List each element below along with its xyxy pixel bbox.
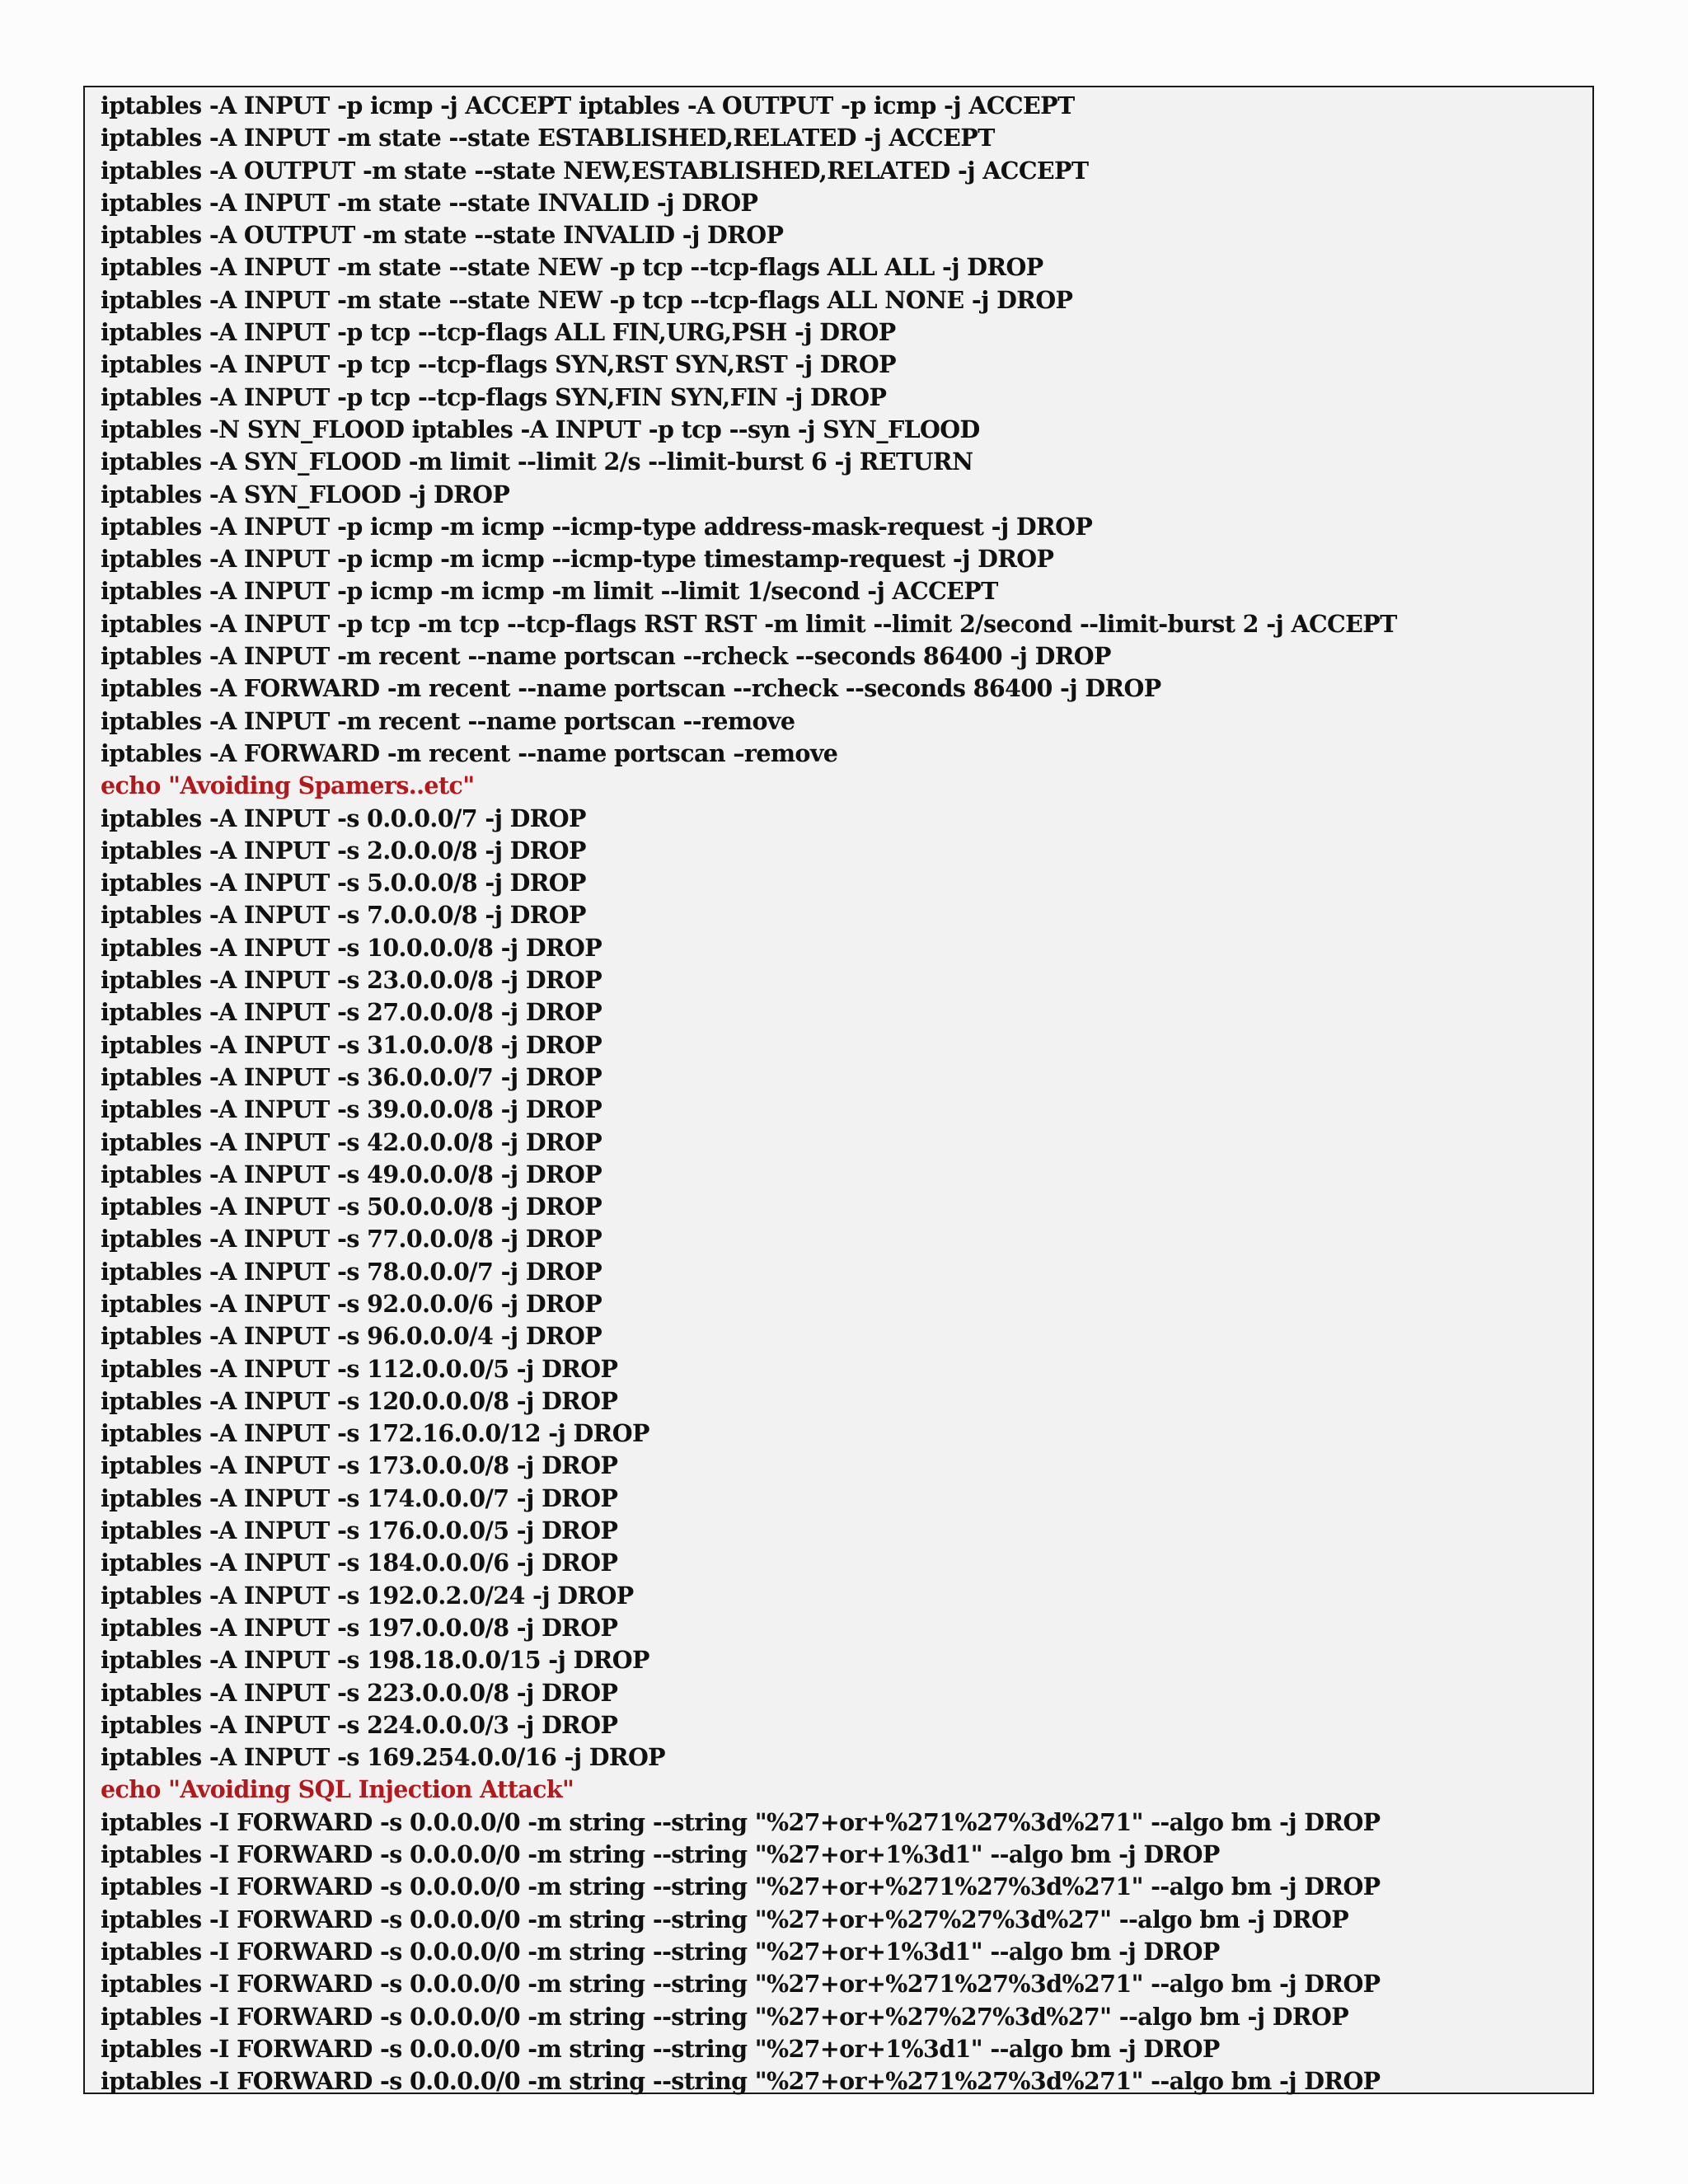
command-line: iptables -A INPUT -s 173.0.0.0/8 -j DROP xyxy=(101,1451,618,1480)
command-line: iptables -I FORWARD -s 0.0.0.0/0 -m string --string "%27+or+%271%27%3d%271" --algo bm -j DROP xyxy=(101,1970,1381,1999)
command-line: iptables -I FORWARD -s 0.0.0.0/0 -m string --string "%27+or+%271%27%3d%271" --algo bm -j DROP xyxy=(101,1872,1381,1901)
command-line: iptables -A INPUT -s 27.0.0.0/8 -j DROP xyxy=(101,998,603,1027)
command-line: iptables -A INPUT -p tcp --tcp-flags SYN,FIN SYN,FIN -j DROP xyxy=(101,382,887,411)
command-line: iptables -I FORWARD -s 0.0.0.0/0 -m string --string "%27+or+%271%27%3d%271" --algo bm -j DROP xyxy=(101,2067,1381,2096)
command-line: iptables -A INPUT -s 184.0.0.0/6 -j DROP xyxy=(101,1549,618,1577)
command-line: iptables -A INPUT -s 10.0.0.0/8 -j DROP xyxy=(101,933,603,962)
command-line: iptables -A INPUT -p tcp --tcp-flags ALL FIN,URG,PSH -j DROP xyxy=(101,318,896,347)
command-line: iptables -A INPUT -s 174.0.0.0/7 -j DROP xyxy=(101,1483,618,1512)
command-line: iptables -A INPUT -s 120.0.0.0/8 -j DROP xyxy=(101,1386,618,1415)
command-line: iptables -A OUTPUT -m state --state INVALID -j DROP xyxy=(101,221,784,250)
command-line: iptables -A INPUT -m state --state INVALID -j DROP xyxy=(101,188,758,217)
command-line: iptables -A INPUT -s 172.16.0.0/12 -j DROP xyxy=(101,1419,649,1448)
command-line: iptables -A INPUT -s 2.0.0.0/8 -j DROP xyxy=(101,836,586,865)
command-line: iptables -A INPUT -p icmp -m icmp --icmp-type address-mask-request -j DROP xyxy=(101,512,1093,541)
command-line: iptables -A INPUT -s 0.0.0.0/7 -j DROP xyxy=(101,804,586,832)
command-line: iptables -I FORWARD -s 0.0.0.0/0 -m string --string "%27+or+1%3d1" --algo bm -j DROP xyxy=(101,1937,1220,1966)
command-line: iptables -A INPUT -m recent --name portscan --rcheck --seconds 86400 -j DROP xyxy=(101,642,1111,671)
command-line: iptables -A INPUT -s 49.0.0.0/8 -j DROP xyxy=(101,1160,603,1188)
command-line: iptables -A INPUT -s 31.0.0.0/8 -j DROP xyxy=(101,1030,603,1059)
command-line: iptables -A INPUT -s 42.0.0.0/8 -j DROP xyxy=(101,1127,603,1156)
command-line: iptables -I FORWARD -s 0.0.0.0/0 -m string --string "%27+or+%27%27%3d%27" --algo bm -j DROP xyxy=(101,2002,1349,2031)
command-line: iptables -A INPUT -m state --state NEW -p tcp --tcp-flags ALL ALL -j DROP xyxy=(101,253,1043,282)
command-line: iptables -A INPUT -s 192.0.2.0/24 -j DROP xyxy=(101,1581,634,1610)
command-line: iptables -A INPUT -s 77.0.0.0/8 -j DROP xyxy=(101,1225,603,1254)
code-listing-box xyxy=(83,86,1594,2094)
command-line: iptables -A INPUT -p tcp --tcp-flags SYN,RST SYN,RST -j DROP xyxy=(101,350,896,379)
command-line: iptables -A INPUT -s 23.0.0.0/8 -j DROP xyxy=(101,966,603,995)
command-line: iptables -A SYN_FLOOD -j DROP xyxy=(101,480,510,509)
command-line: iptables -A SYN_FLOOD -m limit --limit 2/s --limit-burst 6 -j RETURN xyxy=(101,448,973,476)
command-line: iptables -A INPUT -s 5.0.0.0/8 -j DROP xyxy=(101,869,586,898)
command-line: iptables -A INPUT -p icmp -m icmp --icmp-type timestamp-request -j DROP xyxy=(101,545,1054,574)
command-line: iptables -I FORWARD -s 0.0.0.0/0 -m string --string "%27+or+%27%27%3d%27" --algo bm -j DROP xyxy=(101,1905,1349,1933)
command-line: iptables -A INPUT -s 78.0.0.0/7 -j DROP xyxy=(101,1257,603,1286)
command-line: iptables -I FORWARD -s 0.0.0.0/0 -m string --string "%27+or+%271%27%3d%271" --algo bm -j DROP xyxy=(101,1807,1381,1836)
command-line: iptables -A INPUT -p icmp -m icmp -m limit --limit 1/second -j ACCEPT xyxy=(101,577,998,606)
command-line: iptables -A INPUT -m state --state NEW -p tcp --tcp-flags ALL NONE -j DROP xyxy=(101,285,1073,314)
command-line: iptables -A INPUT -s 92.0.0.0/6 -j DROP xyxy=(101,1289,603,1318)
command-line: iptables -A INPUT -s 224.0.0.0/3 -j DROP xyxy=(101,1710,618,1739)
command-line: iptables -A INPUT -m recent --name portscan --remove xyxy=(101,706,795,735)
command-line: iptables -A INPUT -m state --state ESTABLISHED,RELATED -j ACCEPT xyxy=(101,124,995,152)
command-line: iptables -I FORWARD -s 0.0.0.0/0 -m string --string "%27+or+1%3d1" --algo bm -j DROP xyxy=(101,2034,1220,2063)
command-line: iptables -A INPUT -s 223.0.0.0/8 -j DROP xyxy=(101,1678,618,1707)
command-line: iptables -N SYN_FLOOD iptables -A INPUT -p tcp --syn -j SYN_FLOOD xyxy=(101,415,980,443)
command-line: iptables -A INPUT -s 7.0.0.0/8 -j DROP xyxy=(101,901,586,930)
command-line: iptables -A INPUT -s 36.0.0.0/7 -j DROP xyxy=(101,1062,603,1091)
command-line: iptables -A INPUT -s 169.254.0.0/16 -j DROP xyxy=(101,1743,666,1772)
command-line: iptables -I FORWARD -s 0.0.0.0/0 -m string --string "%27+or+1%3d1" --algo bm -j DROP xyxy=(101,1840,1220,1869)
echo-line: echo "Avoiding SQL Injection Attack" xyxy=(101,1775,574,1804)
command-line: iptables -A INPUT -p icmp -j ACCEPT iptables -A OUTPUT -p icmp -j ACCEPT xyxy=(101,91,1075,120)
command-line: iptables -A FORWARD -m recent --name portscan –remove xyxy=(101,738,838,767)
command-line: iptables -A OUTPUT -m state --state NEW,ESTABLISHED,RELATED -j ACCEPT xyxy=(101,156,1089,185)
command-line: iptables -A INPUT -s 39.0.0.0/8 -j DROP xyxy=(101,1095,603,1124)
command-line: iptables -A INPUT -s 176.0.0.0/5 -j DROP xyxy=(101,1516,618,1545)
command-line: iptables -A INPUT -p tcp -m tcp --tcp-flags RST RST -m limit --limit 2/second --limit-burst 2 -j ACCEPT xyxy=(101,609,1397,638)
command-line: iptables -A INPUT -s 50.0.0.0/8 -j DROP xyxy=(101,1193,603,1221)
command-line: iptables -A FORWARD -m recent --name portscan --rcheck --seconds 86400 -j DROP xyxy=(101,674,1161,703)
command-line: iptables -A INPUT -s 112.0.0.0/5 -j DROP xyxy=(101,1354,618,1383)
command-line: iptables -A INPUT -s 96.0.0.0/4 -j DROP xyxy=(101,1322,603,1351)
command-line: iptables -A INPUT -s 198.18.0.0/15 -j DROP xyxy=(101,1646,649,1675)
command-line: iptables -A INPUT -s 197.0.0.0/8 -j DROP xyxy=(101,1613,618,1642)
echo-line: echo "Avoiding Spamers..etc" xyxy=(101,771,475,800)
